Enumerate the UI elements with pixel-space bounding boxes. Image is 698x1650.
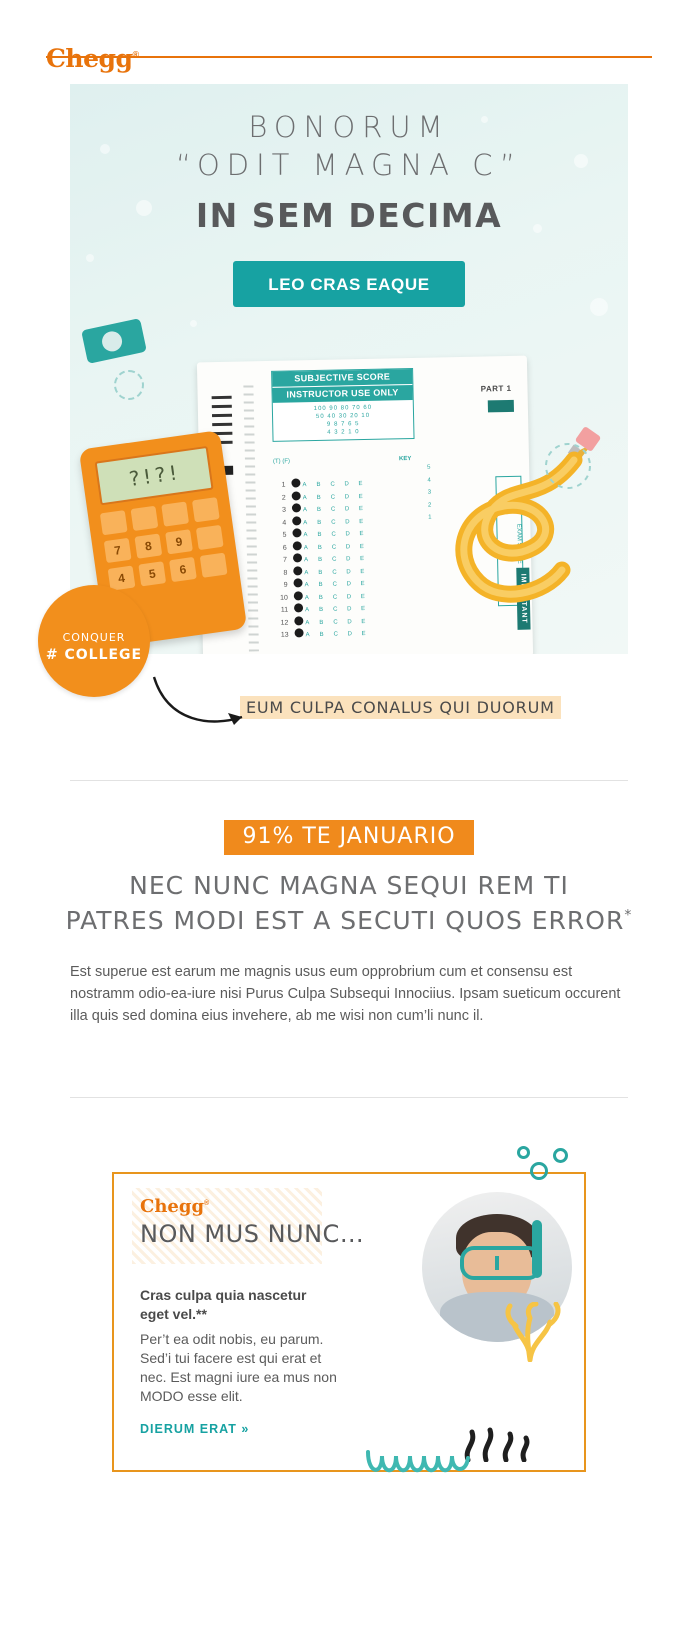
scantron-answer-row: 1 A B C D E [273, 477, 372, 492]
scantron-score-title-1: SUBJECTIVE SCORE [272, 369, 412, 387]
stat-headline-2 [0, 906, 698, 935]
stat-headline-2-text: PATRES MODI EST A SECUTI QUOS ERROR [65, 906, 625, 935]
hero-title-line-1: BONORUM [248, 110, 450, 144]
scantron-part-mark [488, 400, 514, 413]
promo-cta-link[interactable]: DIERUM ERAT » [140, 1422, 250, 1436]
scantron-key-column: 5 4 3 2 1 [427, 464, 432, 521]
promo-body-copy: Per’t ea odit nobis, eu parum. Sed’i tui facere est qui erat et nec. Est magni iure ea mus non MODO esse elit. [140, 1331, 337, 1404]
promo-chegg-logo [140, 1196, 209, 1217]
hero-cta-button[interactable]: LEO CRAS EAQUE [233, 261, 465, 307]
scantron-answer-row: 8 A B C D E [275, 564, 374, 579]
goggles-icon [460, 1246, 542, 1280]
promo-section [0, 1172, 698, 1472]
page-header [0, 0, 698, 73]
scantron-exam-side-box: EXAM SCORE [495, 476, 524, 607]
promo-heading: NON MUS NUNC… [140, 1220, 365, 1248]
scantron-score-row: 100 90 80 70 60 [313, 404, 373, 413]
scantron-key-label: KEY [398, 456, 412, 463]
calculator-key: 4 [108, 566, 136, 591]
snorkel-icon [532, 1220, 542, 1278]
stat-headline-2-footnote: * [624, 907, 633, 924]
badge-line-1: CONQUER [62, 631, 126, 644]
hero-title-line-2: “ODIT MAGNA C” [175, 148, 522, 182]
calculator-key [192, 497, 220, 522]
scantron-answer-row: 5 A B C D E [274, 527, 373, 542]
calculator-key [161, 501, 189, 526]
hero-banner [70, 84, 628, 654]
calculator-key [200, 553, 228, 578]
scantron-score-row: 4 3 2 1 0 [327, 429, 360, 436]
calculator-display: ?!?! [95, 446, 214, 505]
calculator-key [100, 510, 128, 535]
squiggle-decoration [362, 1444, 482, 1484]
coral-illustration [496, 1302, 566, 1362]
section-divider-1 [70, 780, 628, 781]
calculator-key: 9 [165, 529, 193, 554]
chegg-logo-text: Chegg [46, 44, 133, 73]
scantron-part-label: PART 1 [480, 383, 512, 394]
scantron-score-row: 50 40 30 20 10 [315, 412, 371, 421]
calculator-key [196, 525, 224, 550]
promo-logo-trademark: ® [204, 1200, 210, 1207]
stat-pill: 91% TE JANUARIO [224, 820, 473, 855]
scantron-edge-rail [243, 385, 259, 651]
curved-arrow-icon [150, 665, 260, 735]
chegg-logo-trademark: ® [132, 49, 139, 60]
promo-subheading: Cras culpa quia nascetur eget vel.** [140, 1287, 307, 1322]
chegg-logo[interactable] [46, 44, 139, 73]
calculator-key: 8 [134, 533, 162, 558]
scantron-important-label: IMPORTANT [516, 567, 530, 629]
scantron-answer-rows [273, 477, 375, 642]
promo-card [112, 1172, 586, 1472]
promo-logo-text: Chegg [140, 1196, 205, 1217]
hero-title-line-3: IN SEM DECIMA [195, 196, 503, 235]
section-divider-2 [70, 1097, 628, 1098]
conquer-college-badge [38, 585, 150, 697]
scantron-answer-row: 6 A B C D E [275, 539, 374, 554]
knotted-pencil-illustration [392, 414, 612, 634]
hero-title-block [70, 84, 628, 307]
scantron-answer-row: 12 A B C D E [276, 614, 375, 629]
scantron-answer-row: 2 A B C D E [274, 489, 373, 504]
stat-headline-1: NEC NUNC MAGNA SEQUI REM TI [129, 871, 569, 900]
scantron-score-row: 9 8 7 6 5 [326, 421, 360, 428]
badge-line-2: # COLLEGE [45, 647, 143, 663]
calculator-key: 7 [104, 538, 132, 563]
scantron-tf-label: (T) (F) [272, 458, 291, 465]
scantron-answer-row: 10 A B C D E [276, 589, 375, 604]
scantron-answer-row: 9 A B C D E [275, 577, 374, 592]
stats-body-copy: Est superue est earum me magnis usus eum opprobrium cum et consensu est nostramm odio-ea-iure nisi Purus Culpa Subsequi Innociius. Ipsam sueticum occurent illa quis sed domina eius invehere, ab me wisi non cum’li nunc il. [70, 964, 621, 1024]
calculator-keys [100, 497, 228, 591]
scantron-answer-row: 4 A B C D E [274, 514, 373, 529]
calculator-key: 6 [169, 557, 197, 582]
scantron-answer-row: 7 A B C D E [275, 552, 374, 567]
pencil-sharpener-illustration [81, 318, 147, 364]
stats-section [0, 782, 698, 1027]
scantron-score-title-2: INSTRUCTOR USE ONLY [272, 384, 412, 403]
hero-caption: EUM CULPA CONALUS QUI DUORUM [240, 696, 561, 719]
calculator-key: 5 [138, 561, 166, 586]
calculator-key [131, 506, 159, 531]
scantron-answer-row: 3 A B C D E [274, 502, 373, 517]
dashed-circle-decoration [114, 370, 144, 400]
scantron-answer-row: 13 A B C D E [276, 627, 375, 642]
scantron-answer-row: 11 A B C D E [276, 602, 375, 617]
